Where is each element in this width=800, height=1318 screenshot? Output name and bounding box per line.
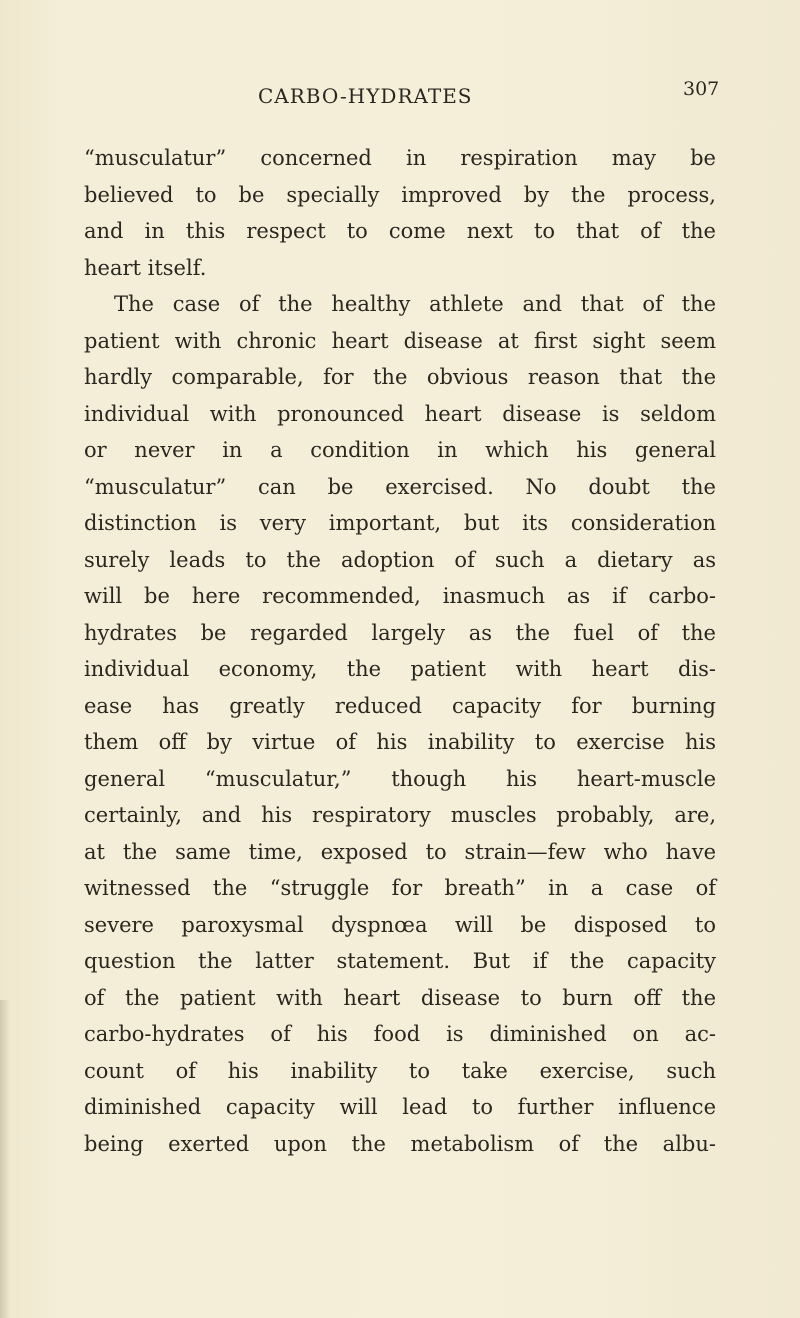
text-line: “musculatur” can be exercised. No doubt the — [84, 474, 716, 499]
text-line: hardly comparable, for the obvious reason that the — [84, 365, 716, 389]
text-line: being exerted upon the metabolism of the albu- — [84, 1131, 716, 1156]
text-line: diminished capacity will lead to further influence — [84, 1095, 716, 1119]
text-line: heart itself. — [84, 255, 207, 280]
text-line: them off by virtue of his inability to exercise his — [84, 730, 716, 754]
text-line: will be here recommended, inasmuch as if carbo- — [84, 584, 716, 608]
text-line: question the latter statement. But if the capacity — [84, 949, 716, 973]
text-line: and in this respect to come next to that of the — [84, 219, 716, 243]
text-line: severe paroxysmal dyspnœa will be disposed to — [84, 912, 716, 937]
text-line: hydrates be regarded largely as the fuel of the — [84, 620, 716, 645]
text-line: general “musculatur,” though his heart-muscle — [84, 766, 716, 791]
text-line: witnessed the “struggle for breath” in a case of — [84, 876, 716, 900]
page-edge-shadow — [0, 1000, 10, 1318]
text-line: carbo-hydrates of his food is diminished on ac- — [84, 1022, 716, 1046]
text-line: patient with chronic heart disease at first sight seem — [84, 328, 716, 353]
text-line: “musculatur” concerned in respiration may be — [84, 146, 716, 170]
page-number: 307 — [683, 78, 720, 100]
body-text — [84, 140, 716, 1162]
text-line: at the same time, exposed to strain—few who have — [84, 839, 716, 864]
text-line: or never in a condition in which his general — [84, 438, 716, 462]
text-line: individual economy, the patient with heart dis- — [84, 657, 716, 681]
text-line: believed to be specially improved by the process, — [84, 182, 716, 207]
running-title: CARBO-HYDRATES — [258, 84, 473, 108]
text-line: ease has greatly reduced capacity for burning — [84, 693, 716, 718]
text-line: certainly, and his respiratory muscles probably, are, — [84, 803, 716, 827]
text-line: surely leads to the adoption of such a dietary as — [84, 547, 716, 572]
text-line: The case of the healthy athlete and that of the — [114, 292, 716, 316]
text-line: distinction is very important, but its consideration — [84, 511, 716, 535]
text-line: count of his inability to take exercise, such — [84, 1058, 716, 1083]
running-head — [0, 78, 800, 108]
text-line: of the patient with heart disease to burn off the — [84, 985, 716, 1010]
text-line: individual with pronounced heart disease is seldom — [84, 401, 716, 426]
